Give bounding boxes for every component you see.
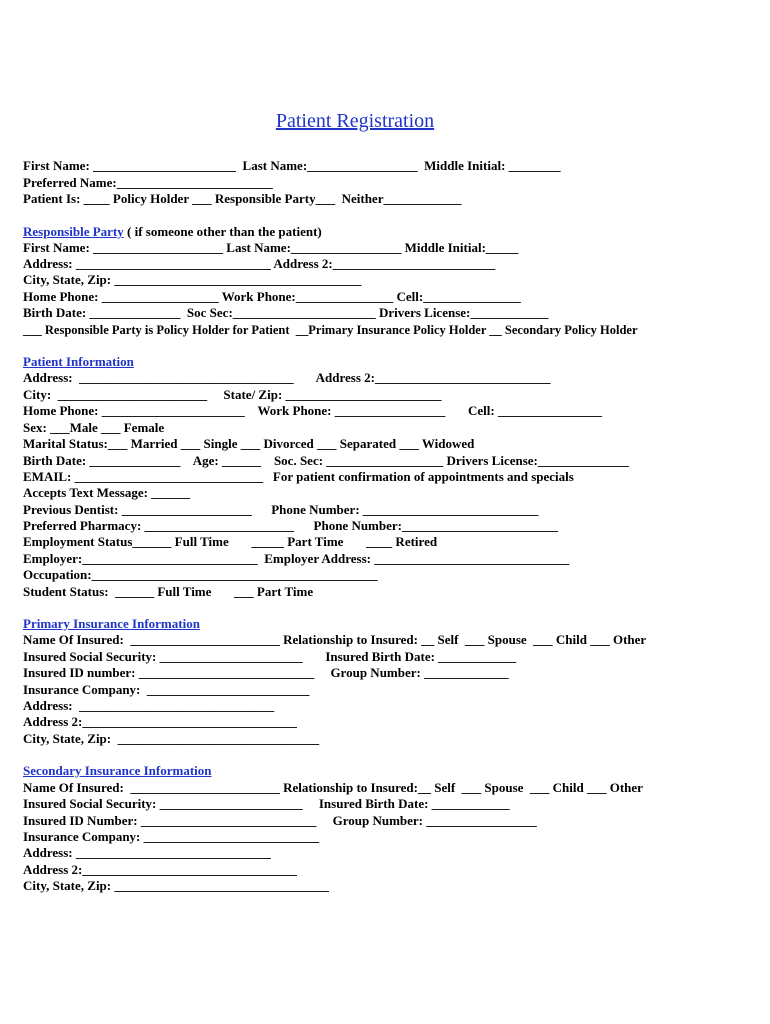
patient-name-line: First Name: ______________________ Last Name:_________________ Middle Initial: ________ [23, 158, 561, 173]
page-title: Patient Registration [275, 110, 435, 132]
sec-city-line: City, State, Zip: _________________________________ [23, 878, 329, 893]
rp-address-line: Address: ______________________________ Address 2:_________________________ [23, 256, 496, 271]
pri-id-line: Insured ID number: ___________________________ Group Number: _____________ [23, 665, 509, 680]
patient-is-line: Patient Is: ____ Policy Holder ___ Responsible Party___ Neither____________ [23, 191, 462, 206]
sec-ssn-line: Insured Social Security: ______________________ Insured Birth Date: ____________ [23, 796, 510, 811]
pi-city-line: City: _______________________ State/ Zip: ________________________ [23, 387, 442, 402]
pi-address-line: Address: _________________________________ Address 2:___________________________ [23, 370, 551, 385]
pri-name-line: Name Of Insured: _______________________ Relationship to Insured: __ Self ___ Spouse ___ Child ___ Other [23, 632, 647, 647]
pri-address-line: Address: ______________________________ [23, 698, 275, 713]
responsible-party-title: Responsible Party [23, 224, 124, 239]
rp-name-line: First Name: ____________________ Last Name:_________________ Middle Initial:_____ [23, 240, 519, 255]
pi-phone-line: Home Phone: ______________________ Work Phone: _________________ Cell: ________________ [23, 403, 602, 418]
secondary-insurance-heading: Secondary Insurance Information [23, 763, 212, 778]
pi-email-line: EMAIL: _____________________________ For patient confirmation of appointments and specials [23, 469, 574, 484]
pi-employment-line: Employment Status______ Full Time _____ Part Time ____ Retired [23, 534, 438, 549]
pi-dentist-line: Previous Dentist: ____________________ Phone Number: ___________________________ [23, 502, 539, 517]
patient-information-heading: Patient Information [23, 354, 134, 369]
pi-pharmacy-line: Preferred Pharmacy: _______________________ Phone Number:________________________ [23, 518, 558, 533]
pi-employer-line: Employer:___________________________ Employer Address: ______________________________ [23, 551, 570, 566]
responsible-party-note: ( if someone other than the patient) [123, 224, 322, 239]
responsible-party-heading [23, 224, 322, 240]
primary-insurance-heading: Primary Insurance Information [23, 616, 200, 631]
sec-company-line: Insurance Company: ___________________________ [23, 829, 320, 844]
sec-address2-line: Address 2:_________________________________ [23, 862, 297, 877]
pi-sex-line: Sex: ___Male ___ Female [23, 420, 165, 435]
pri-company-line: Insurance Company: _________________________ [23, 682, 310, 697]
pri-city-line: City, State, Zip: _______________________________ [23, 731, 320, 746]
rp-policy-line: ___ Responsible Party is Policy Holder for Patient __Primary Insurance Policy Holder __ Secondary Policy Holder [23, 323, 638, 337]
sec-address-line: Address: ______________________________ [23, 845, 271, 860]
pi-text-line: Accepts Text Message: ______ [23, 485, 191, 500]
rp-phone-line: Home Phone: __________________ Work Phone:_______________ Cell:_______________ [23, 289, 521, 304]
pi-marital-line: Marital Status:___ Married ___ Single ___ Divorced ___ Separated ___ Widowed [23, 436, 475, 451]
pri-address2-line: Address 2:_________________________________ [23, 714, 297, 729]
preferred-name-line: Preferred Name:________________________ [23, 175, 273, 190]
sec-id-line: Insured ID Number: ___________________________ Group Number: _________________ [23, 813, 537, 828]
pi-student-line: Student Status: ______ Full Time ___ Part Time [23, 584, 314, 599]
rp-city-line: City, State, Zip: ______________________________________ [23, 272, 362, 287]
rp-birth-line: Birth Date: ______________ Soc Sec:______________________ Drivers License:____________ [23, 305, 549, 320]
pri-ssn-line: Insured Social Security: ______________________ Insured Birth Date: ____________ [23, 649, 517, 664]
pi-birth-line: Birth Date: ______________ Age: ______ Soc. Sec: __________________ Drivers License:______________ [23, 453, 629, 468]
sec-name-line: Name Of Insured: _______________________ Relationship to Insured:__ Self ___ Spouse ___ Child ___ Other [23, 780, 643, 795]
pi-occupation-line: Occupation:____________________________________________ [23, 567, 378, 582]
